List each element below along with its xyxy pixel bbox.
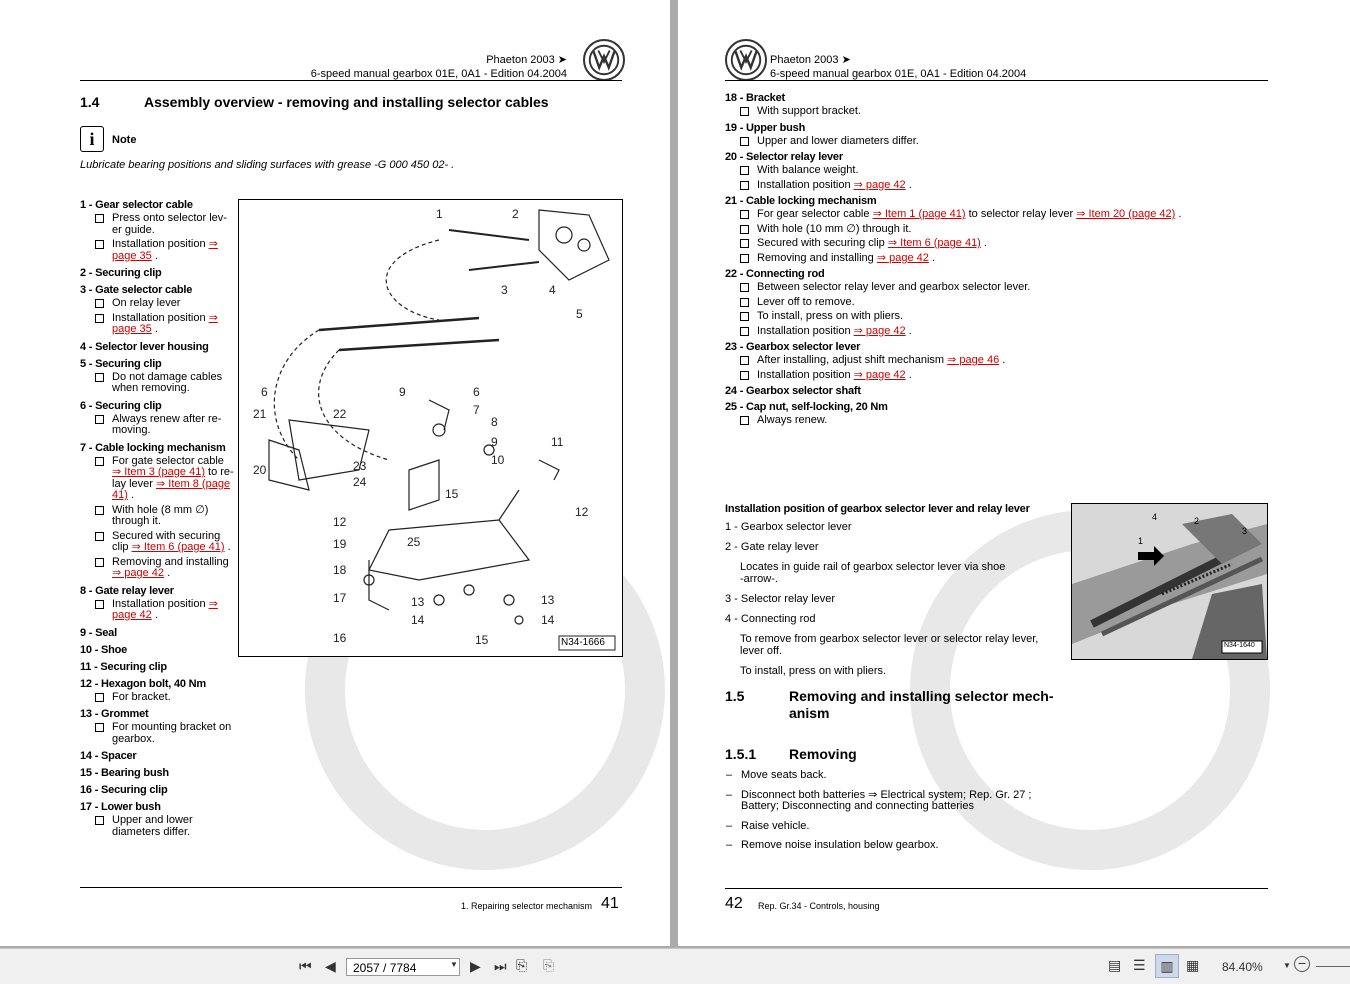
checkbox-bullet-icon [740, 166, 749, 175]
go-forward-icon[interactable]: ⎘ [543, 957, 555, 973]
cross-reference-link[interactable]: ⇒ page 42 [112, 597, 218, 621]
list-item-title: 15 - Bearing bush [80, 767, 169, 779]
continuous-facing-view-icon[interactable]: ▦ [1186, 957, 1200, 973]
detail-text: For mounting bracket on gearbox. [112, 721, 232, 745]
go-back-icon[interactable]: ⎘ [516, 957, 528, 973]
list-item-detail [80, 692, 235, 704]
checkbox-bullet-icon [95, 214, 104, 223]
checkbox-bullet-icon [740, 210, 749, 219]
svg-text:4: 4 [1152, 512, 1158, 522]
list-item-detail: Installation position ⇒ page 42 . [725, 326, 1285, 338]
detail-text: Always renew after re- moving. [112, 412, 222, 436]
list-item-detail: For gear selector cable ⇒ Item 1 (page 41) to selector relay lever ⇒ Item 20 (page 42) . [725, 209, 1285, 221]
detail-text: Upper and lower diameters differ. [112, 814, 193, 838]
detail-text: Removing and installing [757, 251, 874, 264]
cross-reference-link[interactable]: ⇒ page 42 [853, 178, 906, 191]
page-dropdown-chevron-icon[interactable]: ▼ [450, 960, 458, 969]
detail-text: Do not damage cables when removing. [112, 370, 223, 394]
list-item-title: 23 - Gearbox selector lever [725, 341, 861, 353]
list-item-detail [80, 505, 235, 528]
install-title: Installation position of gearbox selector lever and relay lever [725, 503, 1030, 515]
detail-text: to selector relay lever [965, 208, 1074, 220]
install-list-item: 4 - Connecting rod [725, 613, 816, 625]
install-position-photo [1071, 503, 1268, 660]
cross-reference-link[interactable]: ⇒ Item 1 (page 41) [872, 208, 966, 220]
svg-text:3: 3 [1242, 526, 1248, 536]
checkbox-bullet-icon [95, 558, 104, 567]
single-page-view-icon[interactable]: ▤ [1108, 957, 1122, 973]
detail-text: For gate selector cable [112, 454, 224, 467]
parts-list [725, 92, 1285, 430]
list-item-title: 5 - Securing clip [80, 357, 162, 370]
page-number-field[interactable]: 2057 / 7784 [346, 958, 460, 976]
list-item-title: 16 - Securing clip [80, 784, 168, 796]
checkbox-bullet-icon [95, 693, 104, 702]
svg-text:11: 11 [551, 435, 564, 449]
list-item-detail: Installation position ⇒ page 42 . [80, 599, 235, 622]
list-item-detail [725, 282, 1285, 294]
svg-text:6: 6 [261, 385, 268, 399]
svg-text:14: 14 [411, 613, 425, 627]
section-number: 1.5 [725, 688, 745, 704]
detail-text: Upper and lower diameters differ. [757, 134, 919, 147]
vw-logo-icon [583, 39, 625, 81]
last-page-icon[interactable]: ⏭ [494, 958, 507, 974]
list-item-detail [725, 297, 1285, 309]
detail-text: lay lever [112, 477, 153, 490]
list-item-detail [80, 414, 235, 437]
subsection-number: 1.5.1 [725, 746, 757, 762]
svg-text:12: 12 [575, 505, 589, 519]
detail-text: Installation position [757, 324, 851, 337]
list-item-title: 4 - Selector lever housing [80, 340, 209, 353]
svg-text:25: 25 [407, 535, 421, 549]
svg-text:17: 17 [333, 591, 347, 605]
removal-step: – Remove noise insulation below gearbox. [726, 840, 1066, 852]
svg-text:19: 19 [333, 537, 347, 551]
svg-text:5: 5 [576, 307, 583, 321]
svg-text:16: 16 [333, 631, 347, 645]
checkbox-bullet-icon [740, 416, 749, 425]
footer-rule [80, 887, 622, 888]
detail-text: Between selector relay lever and gearbox selector lever. [757, 281, 1031, 293]
detail-text: Installation position [112, 238, 206, 250]
list-item-detail [725, 311, 1285, 323]
checkbox-bullet-icon [95, 299, 104, 308]
assembly-diagram [238, 199, 623, 657]
svg-text:13: 13 [541, 593, 555, 607]
continuous-view-icon[interactable]: ☰ [1133, 957, 1146, 973]
list-item-title: 2 - Securing clip [80, 267, 162, 279]
svg-text:22: 22 [333, 407, 347, 421]
list-item-detail: Removing and installing ⇒ page 42 . [80, 557, 235, 580]
list-item-title: 14 - Spacer [80, 750, 137, 762]
zoom-out-icon[interactable]: − [1294, 956, 1310, 972]
svg-text:2: 2 [512, 207, 519, 221]
list-item-title: 12 - Hexagon bolt, 40 Nm [80, 677, 207, 690]
list-item-title: 20 - Selector relay lever [725, 151, 843, 163]
checkbox-bullet-icon [95, 314, 104, 323]
list-item-title: 8 - Gate relay lever [80, 584, 174, 597]
checkbox-bullet-icon [95, 373, 104, 382]
list-item-title: 21 - Cable locking mechanism [725, 195, 877, 207]
header-model: Phaeton 2003 ➤ [770, 54, 851, 66]
install-list-item: 1 - Gearbox selector lever [725, 521, 852, 533]
svg-text:14: 14 [541, 613, 555, 627]
detail-text: Removing and installing [112, 555, 229, 568]
figure-label: N34-1666 [561, 637, 605, 648]
list-item-detail [725, 165, 1285, 177]
checkbox-bullet-icon [95, 532, 104, 541]
install-list-item: To install, press on with pliers. [740, 665, 887, 677]
detail-text: Installation position [112, 597, 206, 610]
svg-text:9: 9 [399, 385, 406, 399]
checkbox-bullet-icon [95, 723, 104, 732]
cross-reference-link[interactable]: ⇒ Item 20 (page 42) [1076, 208, 1176, 220]
detail-text: On relay lever [112, 297, 181, 309]
zoom-dropdown-chevron-icon[interactable]: ▼ [1283, 961, 1291, 970]
figure-label: N34-1640 [1224, 642, 1255, 649]
footer-text: 1. Repairing selector mechanism [461, 901, 593, 911]
detail-text: Always renew. [757, 414, 828, 426]
footer-rule [725, 888, 1268, 889]
svg-text:7: 7 [473, 403, 480, 417]
detail-text: For bracket. [112, 690, 171, 703]
left-page [0, 0, 670, 946]
svg-text:13: 13 [411, 595, 425, 609]
checkbox-bullet-icon [740, 225, 749, 234]
svg-text:20: 20 [253, 463, 267, 477]
cross-reference-link[interactable]: ⇒ page 42 [112, 567, 165, 579]
svg-text:9: 9 [491, 435, 498, 449]
list-item-title: 9 - Seal [80, 626, 117, 639]
checkbox-bullet-icon [95, 816, 104, 825]
detail-text: With support bracket. [757, 105, 861, 117]
cross-reference-link[interactable]: ⇒ page 42 [853, 368, 906, 381]
footer-text: Rep. Gr.34 - Controls, housing [758, 901, 880, 911]
checkbox-bullet-icon [740, 181, 749, 190]
list-item-title: 13 - Grommet [80, 708, 149, 720]
detail-text: To install, press on with pliers. [757, 310, 904, 322]
checkbox-bullet-icon [95, 240, 104, 249]
svg-text:4: 4 [549, 283, 556, 297]
list-item-title: 1 - Gear selector cable [80, 199, 193, 211]
subsection-title: Removing [789, 746, 857, 762]
header [311, 53, 567, 81]
detail-text: With balance weight. [757, 164, 859, 176]
detail-text: to re- [204, 466, 234, 478]
install-list-item: 3 - Selector relay lever [725, 593, 836, 605]
list-item-title: 24 - Gearbox selector shaft [725, 385, 861, 397]
note-label: Note [112, 134, 137, 146]
svg-text:6: 6 [473, 385, 480, 399]
list-item-detail: After installing, adjust shift mechanism ⇒ page 46 . [725, 355, 1285, 367]
list-item-title: 25 - Cap nut, self-locking, 20 Nm [725, 401, 888, 413]
checkbox-bullet-icon [740, 327, 749, 336]
section-title: Removing and installing selector mech- anism [789, 688, 1054, 721]
svg-text:1: 1 [1138, 536, 1144, 546]
list-item-title: 10 - Shoe [80, 643, 128, 656]
svg-text:23: 23 [353, 459, 367, 473]
list-item-detail [80, 213, 235, 236]
list-item-detail: Installation position ⇒ page 42 . [725, 180, 1285, 192]
cross-reference-link[interactable]: ⇒ page 42 [853, 324, 906, 337]
svg-text:18: 18 [333, 563, 347, 577]
detail-text: Secured with securing clip [757, 237, 885, 249]
checkbox-bullet-icon [740, 371, 749, 380]
list-item-detail [725, 415, 1285, 427]
checkbox-bullet-icon [95, 506, 104, 515]
previous-page-icon[interactable]: ◀ [325, 958, 336, 974]
svg-text:15: 15 [445, 487, 459, 501]
svg-text:15: 15 [475, 633, 489, 647]
list-item-detail: Secured with securing clip ⇒ Item 6 (page 41) . [725, 238, 1285, 250]
detail-text: Lever off to remove. [757, 295, 855, 308]
detail-text: After installing, adjust shift mechanism [757, 354, 945, 366]
list-item-detail [80, 815, 235, 838]
svg-text:12: 12 [333, 515, 347, 529]
svg-text:2: 2 [1194, 516, 1200, 526]
removal-steps [726, 770, 1066, 860]
cross-reference-link[interactable]: ⇒ page 35 [112, 238, 218, 262]
viewer-toolbar [0, 948, 1350, 984]
facing-pages-view-icon[interactable]: ▥ [1155, 954, 1179, 978]
zoom-level[interactable]: 84.40% [1222, 960, 1263, 974]
checkbox-bullet-icon [740, 254, 749, 263]
checkbox-bullet-icon [740, 107, 749, 116]
list-item-detail: Installation position ⇒ page 35 . [80, 239, 235, 262]
cross-reference-link[interactable]: ⇒ Item 3 (page 41) [112, 466, 205, 478]
first-page-icon[interactable]: ⏮ [299, 958, 312, 974]
list-item-title: 7 - Cable locking mechanism [80, 441, 226, 454]
zoom-slider[interactable] [1316, 966, 1350, 967]
checkbox-bullet-icon [740, 298, 749, 307]
list-item-detail [725, 136, 1285, 148]
checkbox-bullet-icon [95, 600, 104, 609]
cross-reference-link[interactable]: ⇒ Item 6 (page 41) [131, 541, 225, 553]
svg-text:10: 10 [491, 453, 505, 467]
detail-text: For gear selector cable [757, 208, 870, 220]
header-model: Phaeton 2003 ➤ [486, 54, 567, 66]
section-number: 1.4 [80, 94, 100, 110]
install-list-item: Locates in guide rail of gearbox selector lever via shoe -arrow-. [740, 561, 1006, 585]
checkbox-bullet-icon [740, 239, 749, 248]
removal-step: – Move seats back. [726, 770, 1066, 782]
list-item-title: 19 - Upper bush [725, 121, 806, 134]
checkbox-bullet-icon [95, 457, 104, 466]
cross-reference-link[interactable]: ⇒ Item 8 (page 41) [112, 477, 231, 501]
list-item-detail: Secured with securing clip ⇒ Item 6 (page 41) . [80, 531, 235, 554]
list-item-detail [80, 722, 235, 745]
vw-logo-icon [725, 39, 767, 81]
detail-text: Secured with securing clip [112, 529, 221, 553]
list-item-detail: Removing and installing ⇒ page 42 . [725, 253, 1285, 265]
right-page [678, 0, 1350, 946]
svg-text:8: 8 [491, 415, 498, 429]
list-item-title: 18 - Bracket [725, 92, 785, 104]
list-item-title: 17 - Lower bush [80, 801, 161, 813]
header-edition: 6-speed manual gearbox 01E, 0A1 - Edition 04.2004 [770, 68, 1027, 80]
note-text: Lubricate bearing positions and sliding surfaces with grease -G 000 450 02- . [80, 159, 455, 171]
checkbox-bullet-icon [740, 137, 749, 146]
svg-text:21: 21 [253, 407, 267, 421]
page-number: 42 [725, 895, 743, 912]
checkbox-bullet-icon [95, 415, 104, 424]
svg-text:1: 1 [436, 207, 443, 221]
header [770, 53, 1026, 81]
next-page-icon[interactable]: ▶ [470, 958, 481, 974]
list-item-detail [725, 106, 1285, 118]
header-rule [80, 80, 622, 81]
cross-reference-link[interactable]: ⇒ page 42 [876, 251, 929, 264]
section-title: Assembly overview - removing and installing selector cables [144, 94, 549, 110]
header-rule [725, 80, 1268, 81]
checkbox-bullet-icon [740, 312, 749, 321]
detail-text: Installation position [757, 368, 851, 381]
list-item-title: 22 - Connecting rod [725, 268, 825, 280]
list-item-detail: Installation position ⇒ page 42 . [725, 370, 1285, 382]
list-item-detail [725, 224, 1285, 236]
detail-text: With hole (10 mm ∅) through it. [757, 222, 912, 235]
removal-step: – Disconnect both batteries ⇒ Electrical system; Rep. Gr. 27 ; Battery; Disconnecting and connecting batteries [726, 790, 1066, 813]
list-item-detail: For gate selector cable ⇒ Item 3 (page 41) to re- lay lever ⇒ Item 8 (page 41) . [80, 456, 235, 502]
header-edition: 6-speed manual gearbox 01E, 0A1 - Edition 04.2004 [310, 68, 567, 80]
svg-text:24: 24 [353, 475, 367, 489]
install-list-item: 2 - Gate relay lever [725, 541, 819, 553]
cross-reference-link[interactable]: ⇒ page 35 [112, 311, 218, 335]
detail-text: Installation position [112, 311, 206, 324]
checkbox-bullet-icon [740, 283, 749, 292]
list-item-title: 11 - Securing clip [80, 660, 167, 673]
list-item-detail: Installation position ⇒ page 35 . [80, 313, 235, 336]
list-item-detail [80, 372, 235, 395]
page-number: 41 [601, 895, 619, 912]
list-item-title: 6 - Securing clip [80, 399, 162, 412]
info-icon: i [80, 126, 104, 152]
list-item-title: 3 - Gate selector cable [80, 284, 193, 296]
list-item-detail [80, 298, 235, 310]
parts-list [80, 199, 235, 841]
install-list [725, 521, 1055, 685]
svg-text:3: 3 [501, 283, 508, 297]
install-list-item: To remove from gearbox selector lever or selector relay lever, lever off. [740, 633, 1039, 657]
detail-text: Press onto selector lev- er guide. [112, 212, 227, 236]
cross-reference-link[interactable]: ⇒ Item 6 (page 41) [887, 237, 981, 249]
detail-text: Installation position [757, 178, 851, 191]
removal-step: – Raise vehicle. [726, 821, 1066, 833]
detail-text: With hole (8 mm ∅) through it. [112, 503, 209, 527]
cross-reference-link[interactable]: ⇒ page 46 [947, 354, 1000, 366]
checkbox-bullet-icon [740, 356, 749, 365]
